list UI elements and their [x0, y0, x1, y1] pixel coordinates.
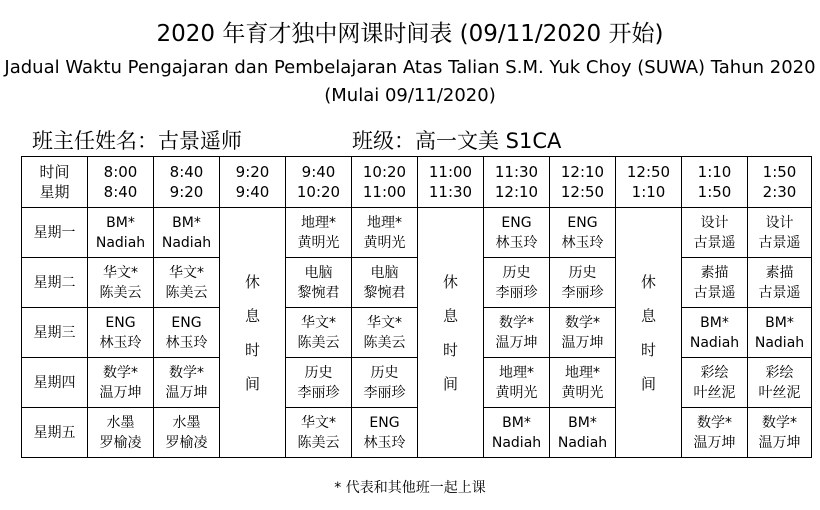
teacher: 李丽珍	[561, 284, 604, 301]
time-end: 12:50	[560, 183, 605, 201]
teacher: 黎惋君	[363, 284, 406, 301]
subject: 数学*	[697, 414, 732, 431]
teacher: Nadiah	[95, 234, 146, 251]
teacher: 李丽珍	[363, 384, 406, 401]
time-start: 12:50	[626, 163, 671, 181]
subject: 设计	[765, 214, 794, 231]
teacher: 陈美云	[363, 334, 406, 351]
time-slot-header	[484, 157, 550, 208]
subject: 数学*	[565, 314, 600, 331]
lesson-cell	[352, 308, 418, 358]
subject: 电脑	[370, 264, 399, 281]
lesson-cell	[748, 308, 812, 358]
teacher: 古景遥	[758, 234, 801, 251]
break-char: 息	[442, 306, 458, 325]
lesson-cell	[550, 408, 616, 458]
time-slot-header	[88, 157, 154, 208]
lesson-cell	[484, 358, 550, 408]
break-cell	[418, 208, 484, 458]
teacher: 林玉玲	[99, 334, 142, 351]
break-char: 息	[640, 306, 656, 325]
break-char: 时	[442, 340, 458, 359]
time-end: 1:10	[631, 183, 666, 201]
teacher: 叶丝泥	[758, 384, 801, 401]
time-start: 11:00	[428, 163, 473, 181]
time-slot-header	[352, 157, 418, 208]
lesson-cell	[88, 308, 154, 358]
time-start: 10:20	[362, 163, 407, 181]
break-cell	[616, 208, 682, 458]
teacher: 林玉玲	[165, 334, 208, 351]
teacher: 黄明光	[495, 384, 538, 401]
lesson-cell	[748, 358, 812, 408]
lesson-cell	[484, 308, 550, 358]
day-row-friday	[22, 408, 812, 458]
teacher: 温万坤	[693, 434, 736, 451]
subject: 地理*	[499, 364, 534, 381]
page-subtitle: Jadual Waktu Pengajaran dan Pembelajaran Atas Talian S.M. Yuk Choy (SUWA) Tahun 2020	[4, 57, 816, 78]
time-label: 时间	[39, 163, 70, 181]
lesson-cell	[154, 208, 220, 258]
break-char: 时	[640, 340, 656, 359]
time-slot-header	[550, 157, 616, 208]
class-name: 班级：高一文美 S1CA	[352, 129, 562, 153]
header-row	[22, 157, 812, 208]
lesson-cell	[286, 258, 352, 308]
class-teacher: 班主任姓名：古景遥师	[32, 129, 242, 153]
subject: 数学*	[169, 364, 204, 381]
time-start: 1:50	[762, 163, 797, 181]
lesson-cell	[352, 208, 418, 258]
subject: 历史	[502, 264, 531, 281]
lesson-cell	[88, 358, 154, 408]
teacher: 温万坤	[99, 384, 142, 401]
teacher: 温万坤	[758, 434, 801, 451]
subject: BM*	[568, 414, 597, 431]
subject: BM*	[765, 314, 794, 331]
lesson-cell	[154, 408, 220, 458]
subject: BM*	[106, 214, 135, 231]
time-slot-header	[418, 157, 484, 208]
lesson-cell	[352, 408, 418, 458]
time-slot-header	[748, 157, 812, 208]
lesson-cell	[748, 408, 812, 458]
footnote: * 代表和其他班一起上课	[334, 480, 486, 496]
teacher: 林玉玲	[363, 434, 406, 451]
time-end: 9:40	[235, 183, 270, 201]
time-slot-header	[682, 157, 748, 208]
teacher: 陈美云	[165, 284, 208, 301]
subject: 历史	[304, 364, 333, 381]
page-subtitle-date: (Mulai 09/11/2020)	[324, 85, 496, 106]
lesson-cell	[88, 258, 154, 308]
subject: 数学*	[103, 364, 138, 381]
time-start: 9:20	[235, 163, 270, 181]
teacher: Nadiah	[161, 234, 212, 251]
lesson-cell	[352, 258, 418, 308]
break-char: 休	[640, 272, 656, 291]
break-cell	[220, 208, 286, 458]
teacher: 黄明光	[363, 234, 406, 251]
subject: 华文*	[103, 264, 138, 281]
time-start: 12:10	[560, 163, 605, 181]
teacher: Nadiah	[557, 434, 608, 451]
break-char: 间	[244, 374, 260, 393]
time-start: 8:40	[169, 163, 204, 181]
day-label: 星期二	[22, 258, 88, 308]
subject: 彩绘	[700, 364, 729, 381]
subject: 电脑	[304, 264, 333, 281]
subject: 素描	[765, 264, 794, 281]
subject: 地理*	[367, 214, 402, 231]
lesson-cell	[484, 408, 550, 458]
lesson-cell	[550, 258, 616, 308]
teacher: 温万坤	[561, 334, 604, 351]
break-char: 间	[640, 374, 656, 393]
teacher: 罗榆凌	[165, 434, 208, 451]
time-end: 8:40	[103, 183, 138, 201]
time-end: 9:20	[169, 183, 204, 201]
break-char: 休	[442, 272, 458, 291]
subject: 华文*	[367, 314, 402, 331]
subject: 地理*	[301, 214, 336, 231]
subject: ENG	[369, 414, 400, 431]
teacher: Nadiah	[754, 334, 805, 351]
day-row-tuesday	[22, 258, 812, 308]
time-slot-header	[286, 157, 352, 208]
subject: BM*	[502, 414, 531, 431]
teacher: 黄明光	[297, 234, 340, 251]
teacher: 古景遥	[693, 284, 736, 301]
teacher: 陈美云	[297, 334, 340, 351]
subject: 历史	[568, 264, 597, 281]
teacher: Nadiah	[491, 434, 542, 451]
time-slot-header	[220, 157, 286, 208]
time-end: 1:50	[697, 183, 732, 201]
teacher: 李丽珍	[297, 384, 340, 401]
teacher: 古景遥	[758, 284, 801, 301]
day-label: 星期四	[22, 358, 88, 408]
subject: 数学*	[762, 414, 797, 431]
teacher: Nadiah	[689, 334, 740, 351]
day-label: 星期一	[22, 208, 88, 258]
lesson-cell	[286, 208, 352, 258]
subject: 华文*	[169, 264, 204, 281]
lesson-cell	[286, 308, 352, 358]
subject: 素描	[700, 264, 729, 281]
day-label: 星期五	[22, 408, 88, 458]
teacher: 叶丝泥	[693, 384, 736, 401]
subject: 历史	[370, 364, 399, 381]
time-start: 1:10	[697, 163, 732, 181]
teacher: 黄明光	[561, 384, 604, 401]
subject: 水墨	[106, 414, 135, 431]
subject: BM*	[172, 214, 201, 231]
lesson-cell	[484, 208, 550, 258]
day-row-monday	[22, 208, 812, 258]
time-end: 11:30	[428, 183, 473, 201]
subject: 设计	[700, 214, 729, 231]
teacher: 林玉玲	[495, 234, 538, 251]
lesson-cell	[682, 208, 748, 258]
time-slot-header	[154, 157, 220, 208]
break-char: 间	[442, 374, 458, 393]
time-end: 10:20	[296, 183, 341, 201]
lesson-cell	[550, 208, 616, 258]
lesson-cell	[550, 358, 616, 408]
lesson-cell	[484, 258, 550, 308]
teacher: 陈美云	[297, 434, 340, 451]
lesson-cell	[154, 258, 220, 308]
corner-header	[22, 157, 88, 208]
subject: ENG	[105, 314, 136, 331]
lesson-cell	[154, 308, 220, 358]
time-end: 2:30	[762, 183, 797, 201]
teacher: 温万坤	[495, 334, 538, 351]
time-start: 8:00	[103, 163, 138, 181]
time-slot-header	[616, 157, 682, 208]
time-start: 9:40	[301, 163, 336, 181]
day-label: 星期	[39, 183, 70, 201]
teacher: 温万坤	[165, 384, 208, 401]
subject: 彩绘	[765, 364, 794, 381]
teacher: 李丽珍	[495, 284, 538, 301]
lesson-cell	[88, 408, 154, 458]
subject: 数学*	[499, 314, 534, 331]
lesson-cell	[286, 408, 352, 458]
subject: BM*	[700, 314, 729, 331]
teacher: 陈美云	[99, 284, 142, 301]
break-char: 息	[244, 306, 260, 325]
lesson-cell	[88, 208, 154, 258]
lesson-cell	[682, 308, 748, 358]
teacher: 林玉玲	[561, 234, 604, 251]
subject: 水墨	[172, 414, 201, 431]
page-title: 2020 年育才独中网课时间表 (09/11/2020 开始)	[156, 21, 664, 47]
teacher: 古景遥	[693, 234, 736, 251]
lesson-cell	[682, 408, 748, 458]
subject: 地理*	[565, 364, 600, 381]
subject: 华文*	[301, 314, 336, 331]
break-char: 时	[244, 340, 260, 359]
day-label: 星期三	[22, 308, 88, 358]
lesson-cell	[682, 358, 748, 408]
teacher: 黎惋君	[297, 284, 340, 301]
subject: ENG	[171, 314, 202, 331]
break-char: 休	[244, 272, 260, 291]
lesson-cell	[748, 208, 812, 258]
lesson-cell	[154, 358, 220, 408]
time-start: 11:30	[494, 163, 539, 181]
timetable	[21, 156, 812, 458]
time-end: 11:00	[362, 183, 407, 201]
lesson-cell	[682, 258, 748, 308]
day-row-wednesday	[22, 308, 812, 358]
teacher: 罗榆凌	[99, 434, 142, 451]
subject: ENG	[567, 214, 598, 231]
lesson-cell	[352, 358, 418, 408]
lesson-cell	[550, 308, 616, 358]
lesson-cell	[286, 358, 352, 408]
subject: ENG	[501, 214, 532, 231]
time-end: 12:10	[494, 183, 539, 201]
day-row-thursday	[22, 358, 812, 408]
subject: 华文*	[301, 414, 336, 431]
lesson-cell	[748, 258, 812, 308]
